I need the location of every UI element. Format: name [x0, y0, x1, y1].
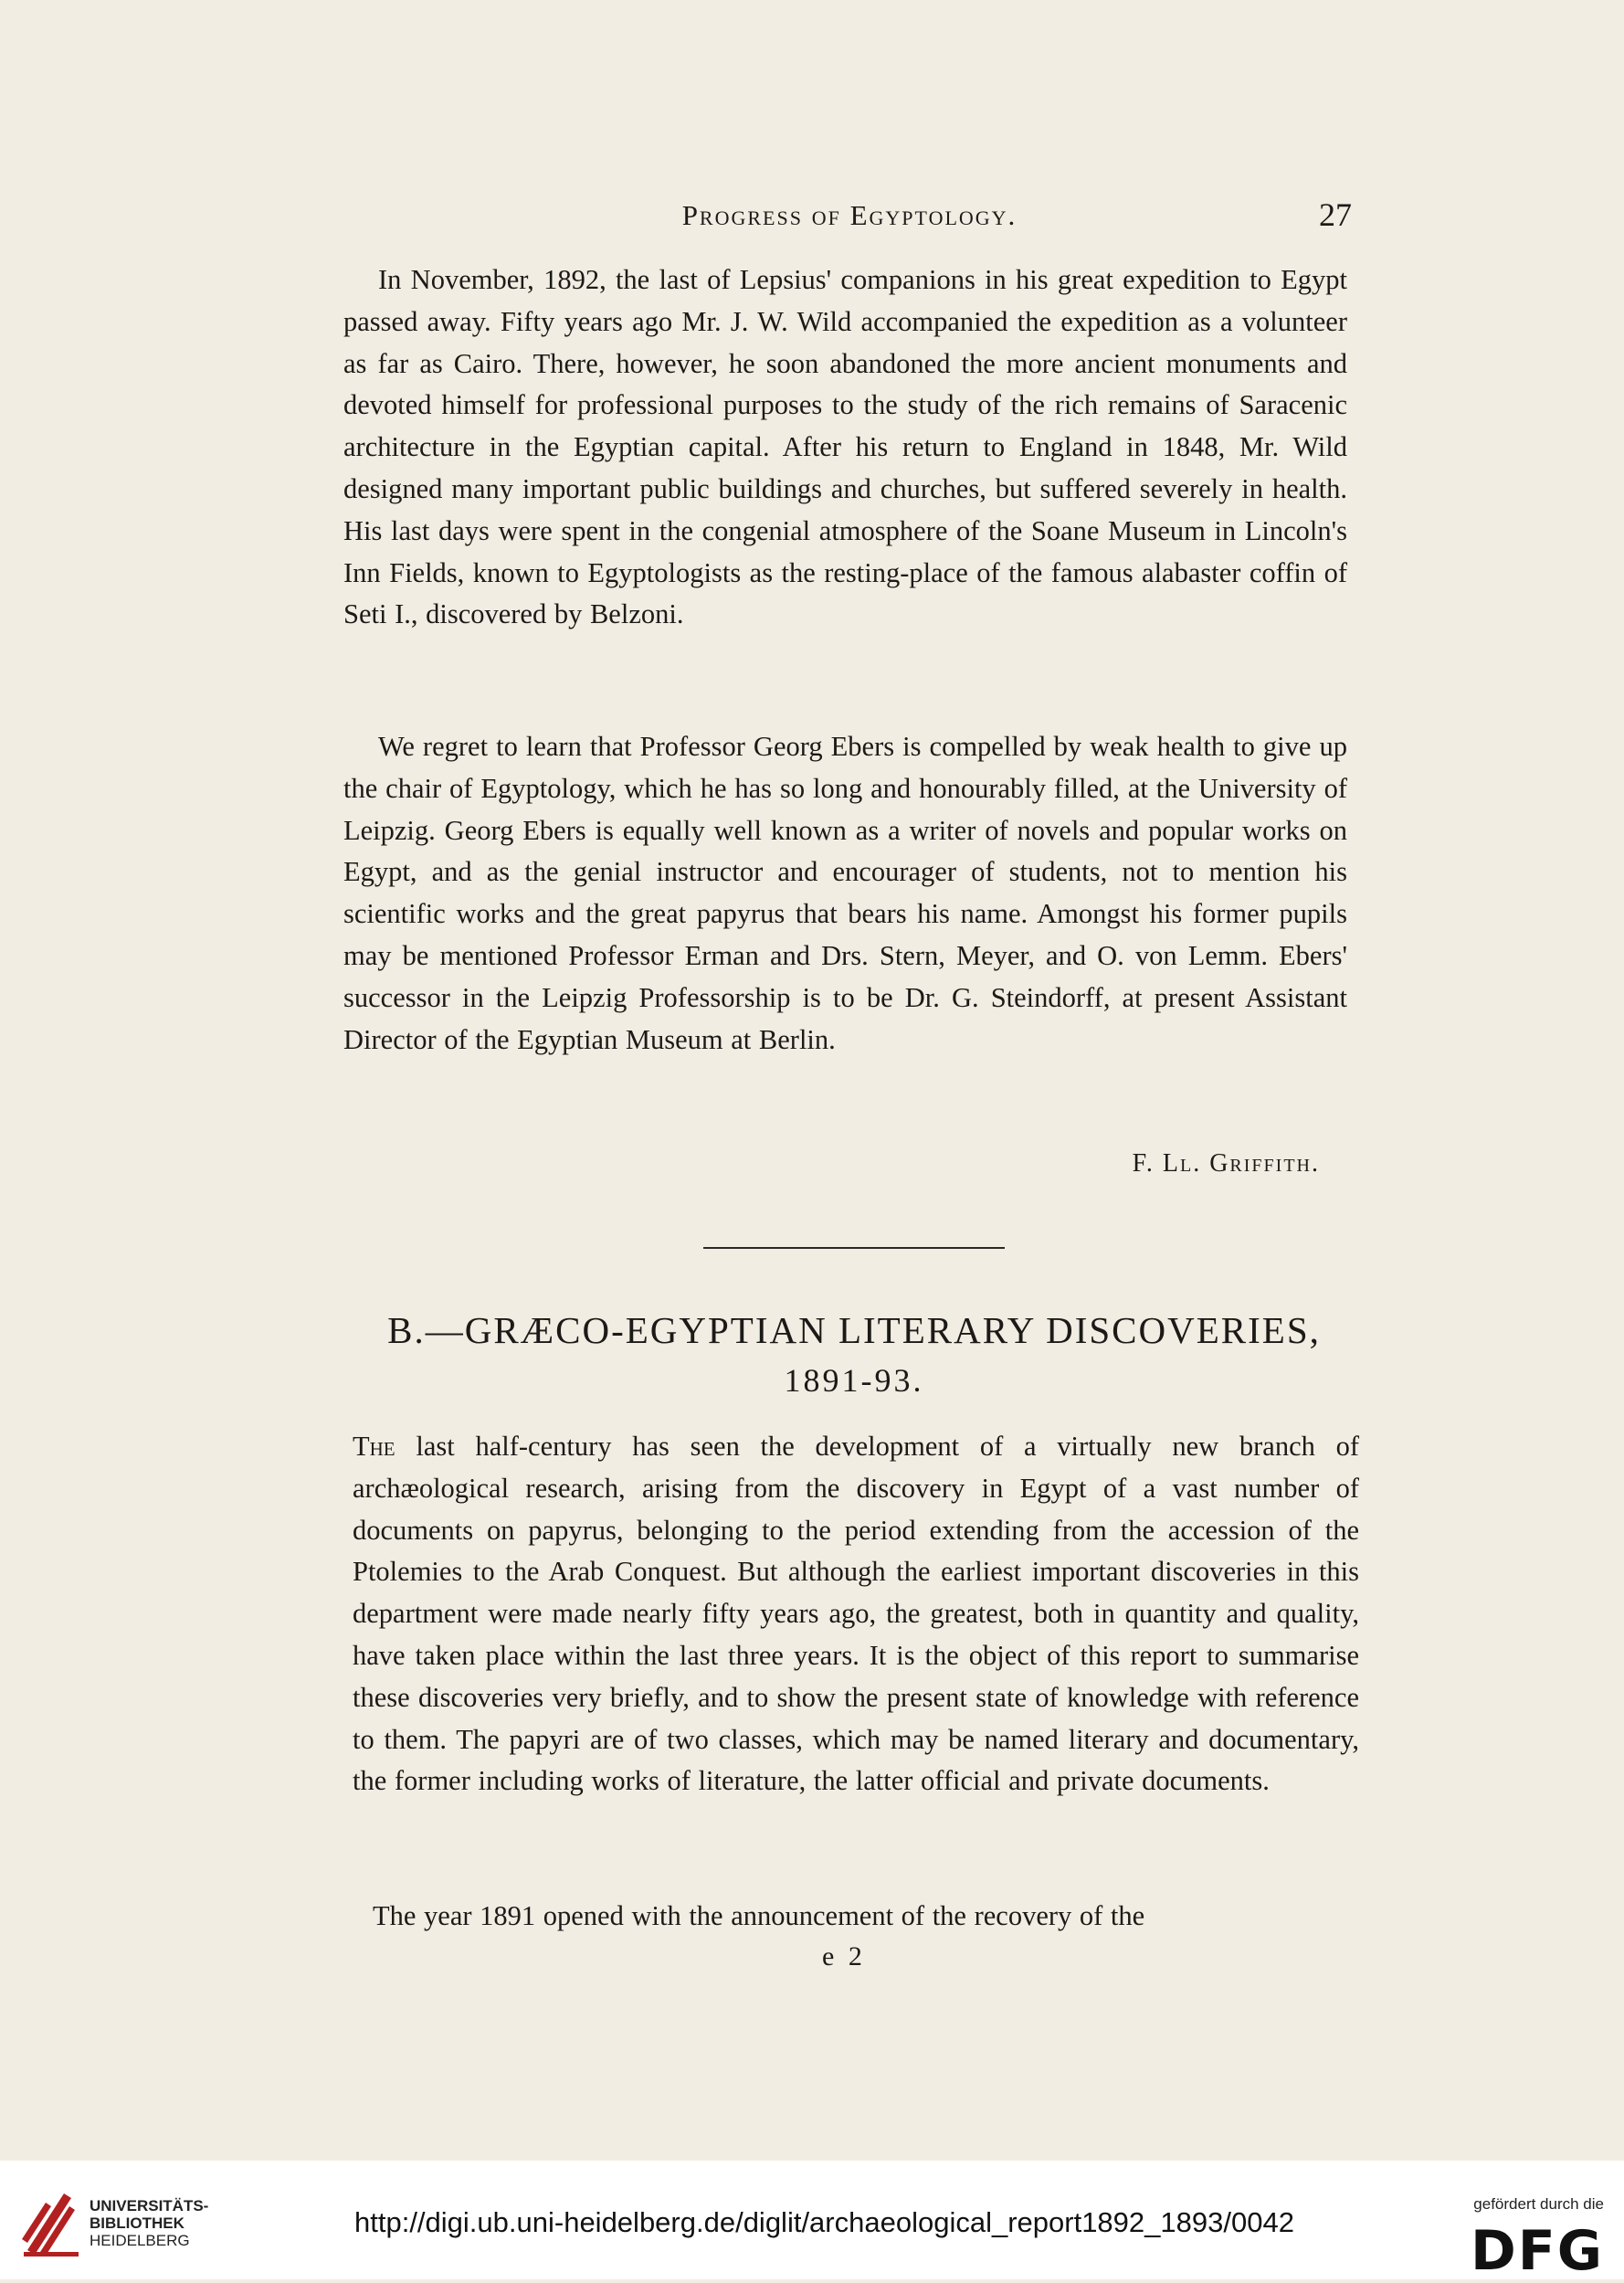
library-name — [90, 2197, 208, 2249]
section-title: B.—GRÆCO-EGYPTIAN LITERARY DISCOVERIES, — [387, 1309, 1321, 1351]
permalink-url[interactable]: http://digi.ub.uni-heidelberg.de/diglit/archaeological_report1892_1893/0042 — [354, 2206, 1294, 2238]
printer-signature-mark: e 2 — [822, 1941, 866, 1971]
library-logo-icon — [18, 2186, 84, 2259]
paragraph-1891: The year 1891 opened with the announcement of the recovery of the — [373, 1900, 1145, 1931]
lead-word: The — [353, 1431, 395, 1462]
funded-by-label: gefördert durch die — [1473, 2195, 1604, 2213]
paragraph-graeco-egyptian — [353, 1426, 1359, 1802]
footer-bar — [0, 2161, 1624, 2283]
paragraph-body: last half-century has seen the development of a virtually new branch of archæological research, arising from the discovery in Egypt of a vast number of documents on papyrus, belonging to the period extending from the accession of the Ptolemies to the Arab Conquest. But although the earliest important discoveries in this department were made nearly fifty years ago, the greatest, both in quantity and quality, have taken place within the last three years. It is the object of this report to summarise these discoveries very briefly, and to show the present state of knowledge with reference to them. The papyri are of two classes, which may be named literary and documentary, the former including works of literature, the latter official and private documents. — [353, 1431, 1359, 1797]
dfg-logo: DFG — [1470, 2219, 1604, 2283]
page-number: 27 — [1319, 196, 1352, 233]
running-header — [347, 196, 1352, 236]
library-line-2: BIBLIOTHEK — [90, 2214, 185, 2232]
author-signature: F. Ll. Griffith. — [1132, 1149, 1320, 1178]
paragraph-ebers: We regret to learn that Professor Georg Ebers is compelled by weak health to give up the chair of Egyptology, which he has so long and honourably filled, at the University of Leipzig. Georg Ebers is equally well known as a writer of novels and popular works on Egypt, and as the genial instructor and encourager of students, not to mention his scientific works and the great papyrus that bears his name. Amongst his former pupils may be mentioned Professor Erman and Drs. Stern, Meyer, and O. von Lemm. Ebers' successor in the Leipzig Professorship is to be Dr. G. Steindorff, at present Assistant Director of the Egyptian Museum at Berlin. — [343, 731, 1347, 1055]
section-divider — [703, 1247, 1005, 1249]
section-years: 1891-93. — [784, 1362, 924, 1399]
library-line-3: HEIDELBERG — [90, 2232, 190, 2249]
paragraph-wild: In November, 1892, the last of Lepsius' companions in his great expedition to Egypt passed away. Fifty years ago Mr. J. W. Wild accompanied the expedition as a volunteer as far as Cairo. There, however, he soon abandoned the more ancient monuments and devoted himself for professional purposes to the study of the rich remains of Saracenic architecture in the Egyptian capital. After his return to England in 1848, Mr. Wild designed many important public buildings and churches, but suffered severely in health. His last days were spent in the congenial atmosphere of the Soane Museum in Lincoln's Inn Fields, known to Egyptologists as the resting-place of the famous alabaster coffin of Seti I., discovered by Belzoni. — [343, 264, 1347, 630]
header-title: Progress of Egyptology. — [681, 199, 1018, 231]
library-line-1: UNIVERSITÄTS- — [90, 2197, 209, 2214]
